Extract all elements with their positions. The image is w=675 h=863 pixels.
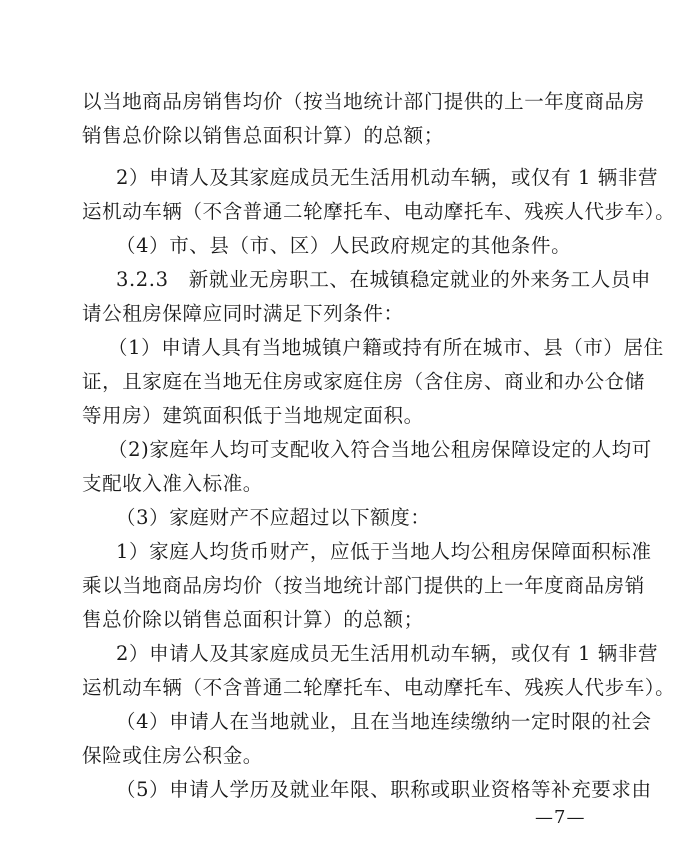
text-line: 证，且家庭在当地无住房或家庭住房（含住房、商业和办公仓储: [82, 370, 645, 393]
text-line: 等用房）建筑面积低于当地规定面积。: [82, 404, 424, 427]
text-line: 请公租房保障应同时满足下列条件：: [82, 302, 404, 325]
section-heading-line: 3.2.3 新就业无房职工、在城镇稳定就业的外来务工人员申: [116, 268, 652, 291]
text-line: 乘以当地商品房均价（按当地统计部门提供的上一年度商品房销: [82, 574, 645, 597]
text-line: 1）家庭人均货币财产，应低于当地人均公租房保障面积标准: [116, 540, 652, 563]
text-line: （2)家庭年人均可支配收入符合当地公租房保障设定的人均可: [108, 438, 652, 461]
text-line: 销售总价除以销售总面积计算）的总额；: [82, 124, 444, 147]
text-line: （5）申请人学历及就业年限、职称或职业资格等补充要求由: [116, 778, 652, 801]
text-line: （3）家庭财产不应超过以下额度：: [116, 506, 431, 529]
text-line: （1）申请人具有当地城镇户籍或持有所在城市、县（市）居住: [108, 336, 664, 359]
text-line: 运机动车辆（不含普通二轮摩托车、电动摩托车、残疾人代步车）。: [82, 676, 675, 699]
text-line: 运机动车辆（不含普通二轮摩托车、电动摩托车、残疾人代步车）。: [82, 200, 675, 223]
text-line: 售总价除以销售总面积计算）的总额；: [82, 608, 424, 631]
text-line: 以当地商品房销售均价（按当地统计部门提供的上一年度商品房: [82, 90, 645, 113]
text-line: 2）申请人及其家庭成员无生活用机动车辆，或仅有 1 辆非营: [116, 166, 659, 189]
text-line: 保险或住房公积金。: [82, 744, 263, 767]
page-number: —7—: [535, 807, 586, 828]
text-line: （4）申请人在当地就业，且在当地连续缴纳一定时限的社会: [116, 710, 652, 733]
text-line: （4）市、县（市、区）人民政府规定的其他条件。: [116, 234, 572, 257]
text-line: 支配收入准入标准。: [82, 472, 263, 495]
text-line: 2）申请人及其家庭成员无生活用机动车辆，或仅有 1 辆非营: [116, 642, 659, 665]
